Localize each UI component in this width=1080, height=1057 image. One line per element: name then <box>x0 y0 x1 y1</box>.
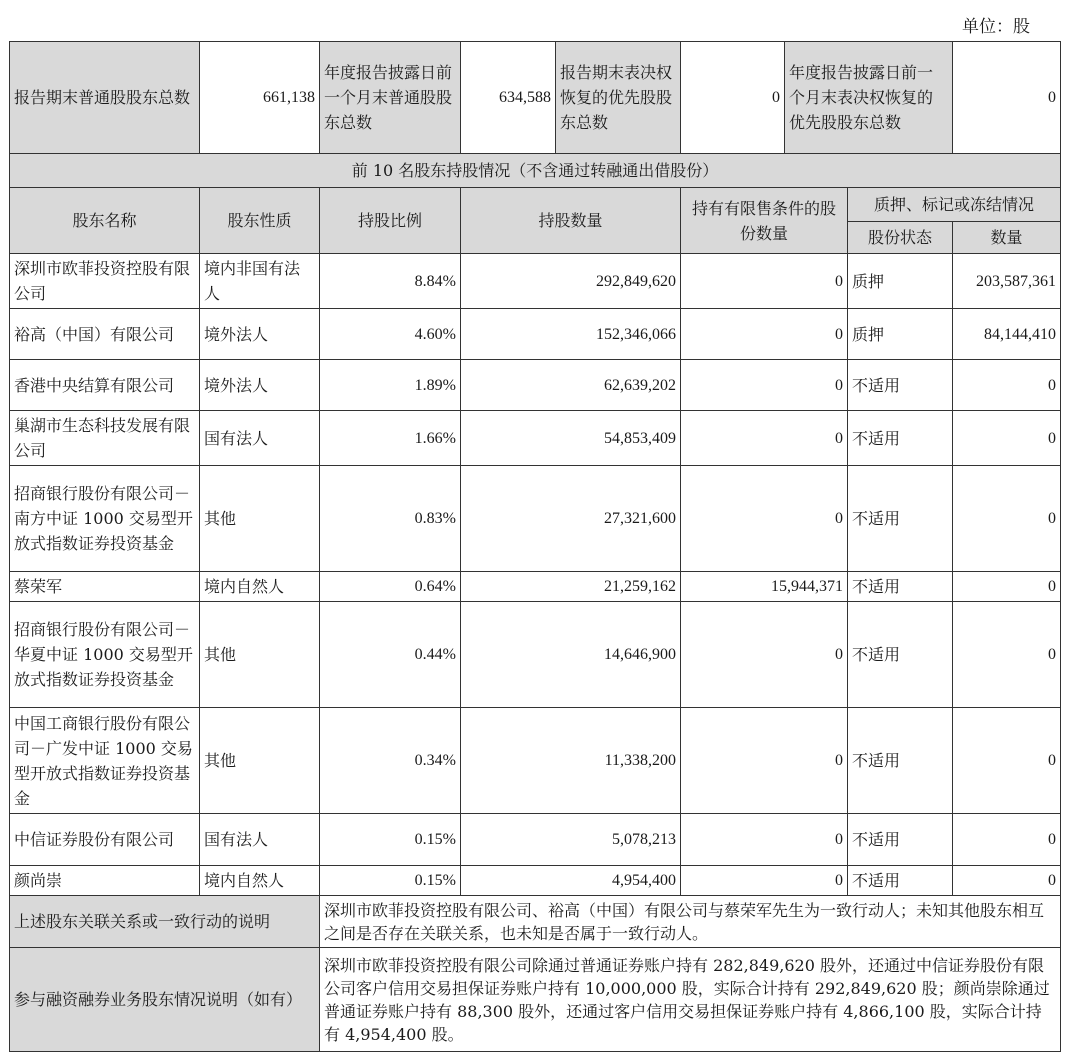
pledged-quantity: 203,587,361 <box>953 254 1061 309</box>
table-row <box>10 411 1061 466</box>
restricted-shares: 0 <box>681 254 848 309</box>
header-pledge-group: 质押、标记或冻结情况 <box>848 188 1061 222</box>
pledged-quantity: 84,144,410 <box>953 309 1061 360</box>
table-row <box>10 309 1061 360</box>
pledged-quantity: 0 <box>953 866 1061 896</box>
header-nature: 股东性质 <box>200 188 320 254</box>
shareholder-name: 巢湖市生态科技发展有限公司 <box>10 411 200 466</box>
pledge-status: 不适用 <box>848 360 953 411</box>
summary-label-2: 年度报告披露日前一个月末普通股股东总数 <box>320 42 461 154</box>
pledge-status: 不适用 <box>848 572 953 602</box>
holding-quantity: 62,639,202 <box>461 360 681 411</box>
holding-ratio: 0.15% <box>320 866 461 896</box>
header-pledge-status: 股份状态 <box>848 222 953 254</box>
shareholder-nature: 其他 <box>200 602 320 708</box>
summary-label-4: 年度报告披露日前一个月末表决权恢复的优先股股东总数 <box>785 42 953 154</box>
header-pledge-quantity: 数量 <box>953 222 1061 254</box>
section-title: 前 10 名股东持股情况（不含通过转融通出借股份） <box>10 154 1061 188</box>
table-row <box>10 814 1061 866</box>
shareholder-nature: 国有法人 <box>200 411 320 466</box>
table-row <box>10 572 1061 602</box>
shareholder-name: 颜尚崇 <box>10 866 200 896</box>
holding-ratio: 0.15% <box>320 814 461 866</box>
margin-text: 深圳市欧菲投资控股有限公司除通过普通证券账户持有 282,849,620 股外，还通过中信证券股份有限公司客户信用交易担保证券账户持有 10,000,000 股，实际合计持有 292,849,620 股；颜尚崇除通过普通证券账户持有 88,300 股外，还通过客户信用交易担保证券账户持有 4,866,100 股，实际合计持有 4,954,400 股。 <box>320 948 1061 1052</box>
pledge-status: 不适用 <box>848 866 953 896</box>
shareholder-name: 中信证券股份有限公司 <box>10 814 200 866</box>
pledge-status: 不适用 <box>848 466 953 572</box>
margin-row <box>10 948 1061 1052</box>
holding-ratio: 1.66% <box>320 411 461 466</box>
header-row-1 <box>10 188 1061 222</box>
header-restricted: 持有有限售条件的股份数量 <box>681 188 848 254</box>
summary-value-2: 634,588 <box>461 42 556 154</box>
shareholder-name: 深圳市欧菲投资控股有限公司 <box>10 254 200 309</box>
shareholder-nature: 境外法人 <box>200 309 320 360</box>
restricted-shares: 0 <box>681 309 848 360</box>
pledged-quantity: 0 <box>953 708 1061 814</box>
pledge-status: 质押 <box>848 254 953 309</box>
pledged-quantity: 0 <box>953 814 1061 866</box>
summary-value-1: 661,138 <box>200 42 320 154</box>
holding-quantity: 11,338,200 <box>461 708 681 814</box>
restricted-shares: 0 <box>681 360 848 411</box>
holding-ratio: 0.44% <box>320 602 461 708</box>
pledged-quantity: 0 <box>953 602 1061 708</box>
related-label: 上述股东关联关系或一致行动的说明 <box>10 896 320 948</box>
shareholder-nature: 其他 <box>200 708 320 814</box>
restricted-shares: 0 <box>681 708 848 814</box>
holding-ratio: 8.84% <box>320 254 461 309</box>
margin-label: 参与融资融券业务股东情况说明（如有） <box>10 948 320 1052</box>
shareholder-table <box>9 41 1061 1052</box>
shareholder-nature: 境内自然人 <box>200 572 320 602</box>
restricted-shares: 0 <box>681 411 848 466</box>
section-title-row <box>10 154 1061 188</box>
shareholder-nature: 国有法人 <box>200 814 320 866</box>
holding-ratio: 0.64% <box>320 572 461 602</box>
holding-quantity: 54,853,409 <box>461 411 681 466</box>
header-name: 股东名称 <box>10 188 200 254</box>
summary-value-4: 0 <box>953 42 1061 154</box>
related-text: 深圳市欧菲投资控股有限公司、裕高（中国）有限公司与蔡荣军先生为一致行动人；未知其他股东相互之间是否存在关联关系，也未知是否属于一致行动人。 <box>320 896 1061 948</box>
restricted-shares: 0 <box>681 466 848 572</box>
related-row <box>10 896 1061 948</box>
header-quantity: 持股数量 <box>461 188 681 254</box>
unit-label: 单位：股 <box>962 17 1030 37</box>
pledge-status: 不适用 <box>848 411 953 466</box>
shareholder-nature: 境外法人 <box>200 360 320 411</box>
pledge-status: 不适用 <box>848 708 953 814</box>
shareholder-name: 香港中央结算有限公司 <box>10 360 200 411</box>
shareholder-nature: 境内自然人 <box>200 866 320 896</box>
pledge-status: 质押 <box>848 309 953 360</box>
holding-quantity: 27,321,600 <box>461 466 681 572</box>
holding-quantity: 152,346,066 <box>461 309 681 360</box>
restricted-shares: 0 <box>681 814 848 866</box>
pledge-status: 不适用 <box>848 814 953 866</box>
table-row <box>10 254 1061 309</box>
holding-ratio: 0.34% <box>320 708 461 814</box>
holding-quantity: 292,849,620 <box>461 254 681 309</box>
table-row <box>10 708 1061 814</box>
summary-label-1: 报告期末普通股股东总数 <box>10 42 200 154</box>
restricted-shares: 15,944,371 <box>681 572 848 602</box>
summary-value-3: 0 <box>681 42 785 154</box>
shareholder-nature: 境内非国有法人 <box>200 254 320 309</box>
pledged-quantity: 0 <box>953 360 1061 411</box>
holding-quantity: 14,646,900 <box>461 602 681 708</box>
pledged-quantity: 0 <box>953 411 1061 466</box>
shareholder-name: 招商银行股份有限公司－华夏中证 1000 交易型开放式指数证券投资基金 <box>10 602 200 708</box>
table-row <box>10 866 1061 896</box>
holding-quantity: 21,259,162 <box>461 572 681 602</box>
restricted-shares: 0 <box>681 866 848 896</box>
holding-quantity: 5,078,213 <box>461 814 681 866</box>
shareholder-name: 中国工商银行股份有限公司－广发中证 1000 交易型开放式指数证券投资基金 <box>10 708 200 814</box>
summary-row <box>10 42 1061 154</box>
pledged-quantity: 0 <box>953 466 1061 572</box>
restricted-shares: 0 <box>681 602 848 708</box>
table-row <box>10 360 1061 411</box>
holding-ratio: 1.89% <box>320 360 461 411</box>
table-row <box>10 602 1061 708</box>
holding-ratio: 4.60% <box>320 309 461 360</box>
pledge-status: 不适用 <box>848 602 953 708</box>
shareholder-nature: 其他 <box>200 466 320 572</box>
shareholder-name: 招商银行股份有限公司－南方中证 1000 交易型开放式指数证券投资基金 <box>10 466 200 572</box>
holding-ratio: 0.83% <box>320 466 461 572</box>
shareholder-name: 裕高（中国）有限公司 <box>10 309 200 360</box>
header-ratio: 持股比例 <box>320 188 461 254</box>
table-row <box>10 466 1061 572</box>
holding-quantity: 4,954,400 <box>461 866 681 896</box>
shareholder-name: 蔡荣军 <box>10 572 200 602</box>
summary-label-3: 报告期末表决权恢复的优先股股东总数 <box>556 42 681 154</box>
pledged-quantity: 0 <box>953 572 1061 602</box>
